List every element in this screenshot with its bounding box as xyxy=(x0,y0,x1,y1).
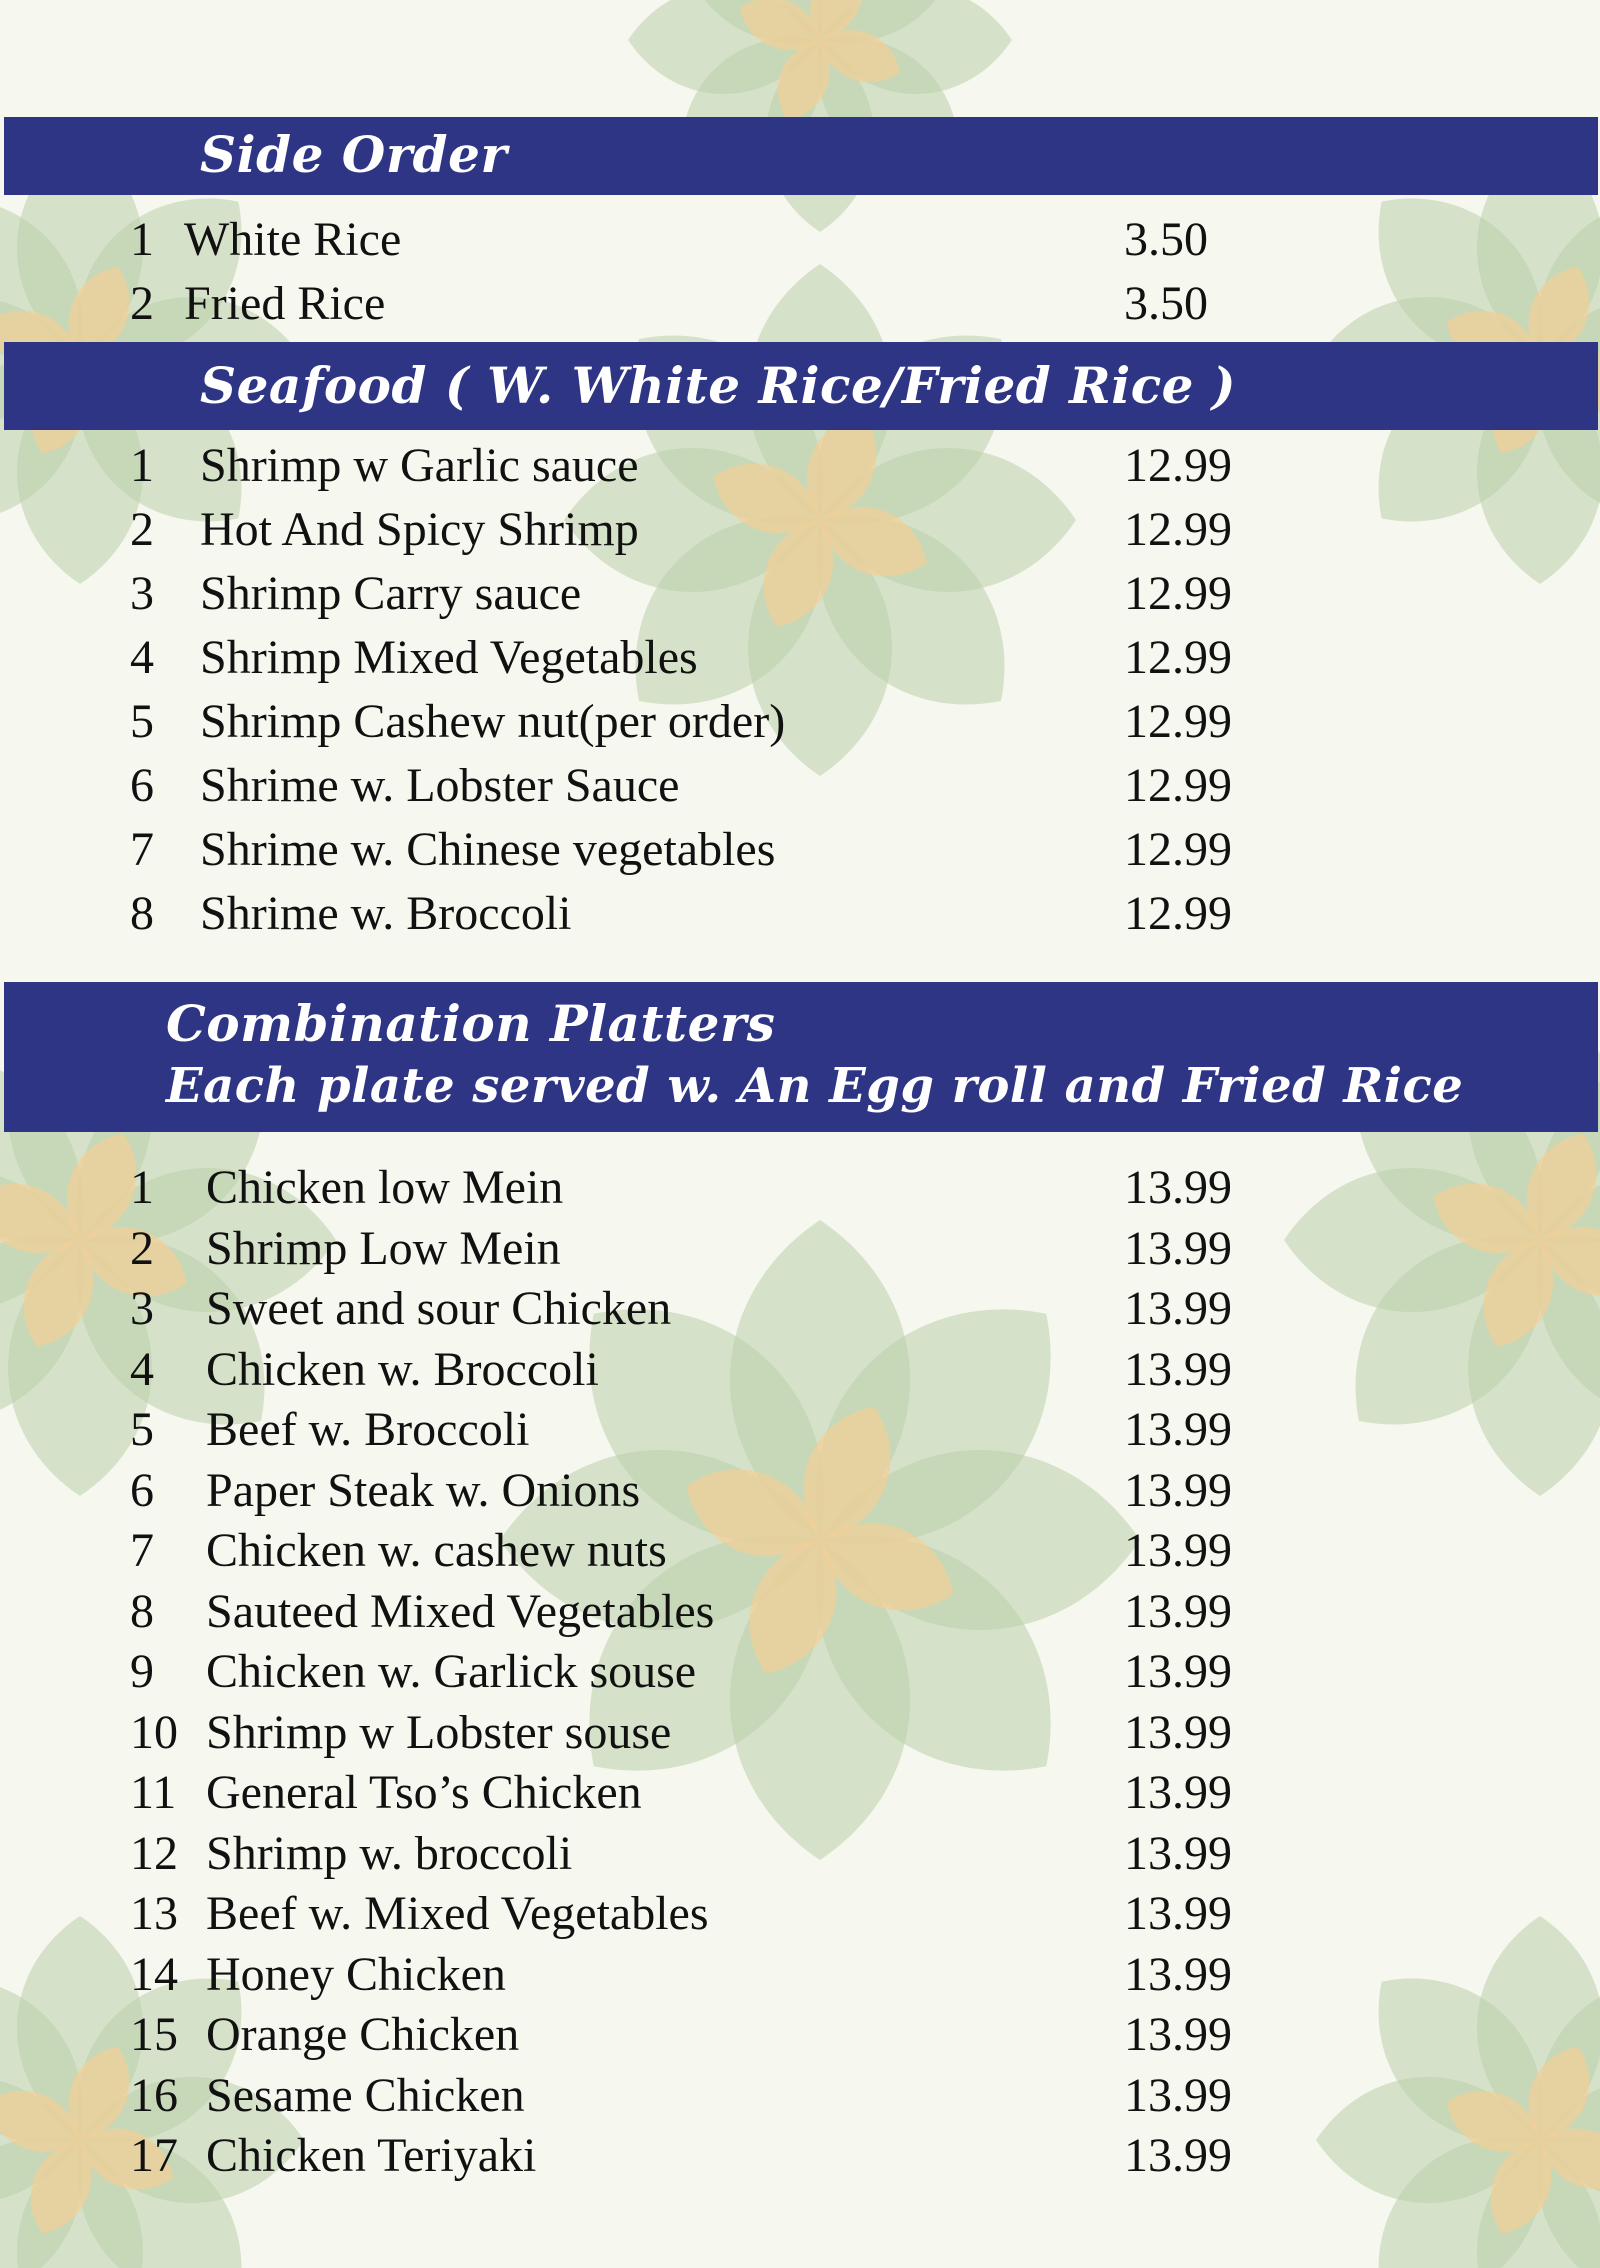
item-name: Shrimp Mixed Vegetables xyxy=(200,631,698,684)
seafood-title: Seafood ( W. White Rice/Fried Rice ) xyxy=(200,356,1237,415)
menu-item xyxy=(0,1461,1600,1521)
item-number: 4 xyxy=(130,1342,154,1396)
item-price: 13.99 xyxy=(1124,2008,1232,2061)
item-number: 11 xyxy=(130,1766,177,1819)
item-number: 8 xyxy=(130,887,154,940)
menu-item xyxy=(0,1763,1600,1823)
item-price: 13.99 xyxy=(1124,1524,1232,1577)
menu-item xyxy=(0,1945,1600,2005)
menu-item xyxy=(0,1340,1600,1400)
item-name: Chicken w. cashew nuts xyxy=(206,1524,667,1577)
item-number: 3 xyxy=(130,567,154,620)
item-number: 1 xyxy=(130,1161,154,1214)
item-number: 10 xyxy=(130,1705,178,1759)
menu-item xyxy=(0,274,1600,334)
item-name: Hot And Spicy Shrimp xyxy=(200,503,639,556)
item-number: 5 xyxy=(130,1403,154,1456)
item-price: 13.99 xyxy=(1124,1584,1232,1638)
item-number: 7 xyxy=(130,1524,154,1577)
item-number: 6 xyxy=(130,759,154,812)
item-name: White Rice xyxy=(184,213,402,266)
item-price: 12.99 xyxy=(1124,887,1232,940)
item-name: Chicken w. Broccoli xyxy=(206,1342,599,1396)
item-price: 13.99 xyxy=(1124,1282,1232,1335)
item-price: 13.99 xyxy=(1124,1766,1232,1819)
item-number: 16 xyxy=(130,2068,178,2122)
item-number: 1 xyxy=(130,213,154,266)
item-price: 13.99 xyxy=(1124,1463,1232,1517)
item-name: Chicken Teriyaki xyxy=(206,2129,537,2182)
item-price: 12.99 xyxy=(1124,695,1232,748)
item-number: 17 xyxy=(130,2129,178,2182)
item-name: Beef w. Broccoli xyxy=(206,1403,530,1456)
item-name: Shrimp Carry sauce xyxy=(200,567,582,620)
item-price: 13.99 xyxy=(1124,1887,1232,1940)
item-price: 13.99 xyxy=(1124,1947,1232,2001)
item-number: 12 xyxy=(130,1826,178,1880)
item-price: 13.99 xyxy=(1124,1342,1232,1396)
item-name: Sauteed Mixed Vegetables xyxy=(206,1584,715,1638)
item-price: 12.99 xyxy=(1124,631,1232,684)
combination-title: Combination Platters xyxy=(166,994,776,1053)
menu-item xyxy=(0,692,1600,752)
seafood-header-band xyxy=(4,342,1598,430)
item-name: Orange Chicken xyxy=(206,2008,520,2061)
menu-item xyxy=(0,628,1600,688)
item-number: 6 xyxy=(130,1463,154,1517)
item-name: Shrime w. Chinese vegetables xyxy=(200,823,776,876)
item-price: 12.99 xyxy=(1124,503,1232,556)
side-order-title: Side Order xyxy=(200,125,508,184)
menu-item xyxy=(0,1884,1600,1944)
item-number: 13 xyxy=(130,1887,178,1940)
item-number: 4 xyxy=(130,631,154,684)
item-price: 3.50 xyxy=(1124,213,1208,266)
side-order-header-band xyxy=(4,117,1598,195)
menu-item xyxy=(0,756,1600,816)
item-name: Sweet and sour Chicken xyxy=(206,1282,672,1335)
item-name: General Tso’s Chicken xyxy=(206,1766,642,1819)
item-number: 8 xyxy=(130,1584,154,1638)
menu-item xyxy=(0,1824,1600,1884)
item-name: Shrimp Low Mein xyxy=(206,1221,561,1275)
menu-item xyxy=(0,1582,1600,1642)
menu-item xyxy=(0,1400,1600,1460)
menu-item xyxy=(0,2066,1600,2126)
item-price: 13.99 xyxy=(1124,1403,1232,1456)
menu-item xyxy=(0,436,1600,496)
item-price: 13.99 xyxy=(1124,2068,1232,2122)
combination-header-band xyxy=(4,982,1598,1132)
menu-item xyxy=(0,1279,1600,1339)
item-name: Shrimp w Garlic sauce xyxy=(200,439,639,492)
item-price: 13.99 xyxy=(1124,1826,1232,1880)
item-number: 9 xyxy=(130,1645,154,1698)
item-name: Chicken low Mein xyxy=(206,1161,564,1214)
item-number: 5 xyxy=(130,695,154,748)
item-name: Shrime w. Broccoli xyxy=(200,887,572,940)
item-number: 7 xyxy=(130,823,154,876)
menu-item xyxy=(0,1521,1600,1581)
item-price: 13.99 xyxy=(1124,2129,1232,2182)
item-number: 2 xyxy=(130,1221,154,1275)
item-name: Shrimp Cashew nut(per order) xyxy=(200,695,786,748)
item-name: Sesame Chicken xyxy=(206,2068,525,2122)
item-name: Paper Steak w. Onions xyxy=(206,1463,641,1517)
item-name: Beef w. Mixed Vegetables xyxy=(206,1887,709,1940)
item-price: 12.99 xyxy=(1124,439,1232,492)
item-name: Honey Chicken xyxy=(206,1947,506,2001)
menu-item xyxy=(0,564,1600,624)
item-price: 12.99 xyxy=(1124,759,1232,812)
menu-item xyxy=(0,1642,1600,1702)
menu-item xyxy=(0,2005,1600,2065)
menu-item xyxy=(0,2126,1600,2186)
item-number: 1 xyxy=(130,439,154,492)
item-name: Shrimp w. broccoli xyxy=(206,1826,573,1880)
item-name: Chicken w. Garlick souse xyxy=(206,1645,697,1698)
item-name: Shrimp w Lobster souse xyxy=(206,1705,672,1759)
item-price: 13.99 xyxy=(1124,1221,1232,1275)
item-price: 12.99 xyxy=(1124,567,1232,620)
menu-item xyxy=(0,1219,1600,1279)
item-number: 15 xyxy=(130,2008,178,2061)
menu-item xyxy=(0,500,1600,560)
item-number: 14 xyxy=(130,1947,178,2001)
item-price: 12.99 xyxy=(1124,823,1232,876)
item-name: Shrime w. Lobster Sauce xyxy=(200,759,680,812)
menu-item xyxy=(0,1158,1600,1218)
item-number: 2 xyxy=(130,277,154,330)
menu-item xyxy=(0,210,1600,270)
item-price: 13.99 xyxy=(1124,1705,1232,1759)
combination-subtitle: Each plate served w. An Egg roll and Fried Rice xyxy=(166,1058,1464,1114)
item-price: 13.99 xyxy=(1124,1161,1232,1214)
menu-item xyxy=(0,1703,1600,1763)
menu-item xyxy=(0,884,1600,944)
item-number: 2 xyxy=(130,503,154,556)
item-price: 3.50 xyxy=(1124,277,1208,330)
item-price: 13.99 xyxy=(1124,1645,1232,1698)
item-name: Fried Rice xyxy=(184,277,386,330)
item-number: 3 xyxy=(130,1282,154,1335)
menu-item xyxy=(0,820,1600,880)
